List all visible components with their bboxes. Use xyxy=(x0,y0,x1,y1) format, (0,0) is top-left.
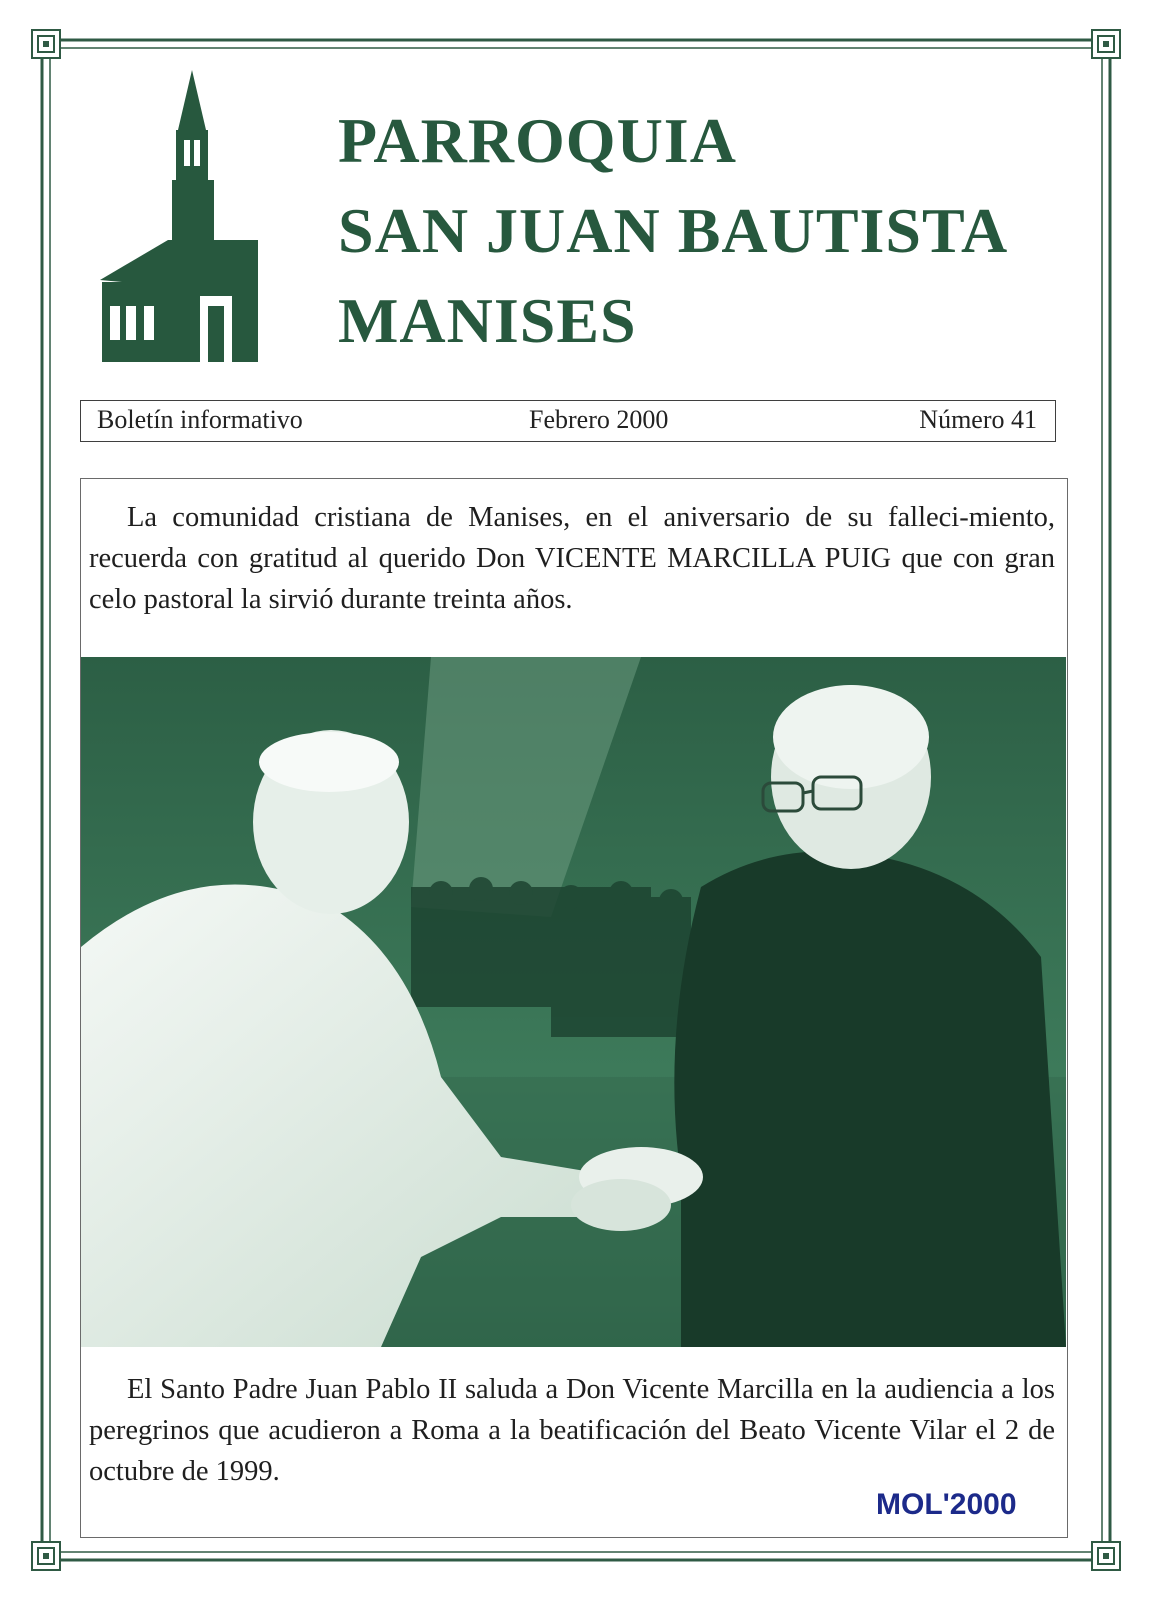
signature-mark: MOL'2000 xyxy=(876,1488,1017,1521)
issue-date: Febrero 2000 xyxy=(529,405,669,434)
church-icon xyxy=(92,70,262,370)
title-line-3: MANISES xyxy=(338,285,637,356)
photo-caption: El Santo Padre Juan Pablo II saluda a Don Vicente Marcilla en la audiencia a los peregrinos que acudieron a Roma a la beatificación del Beato Vicente Vilar el 2 de octubre de 1999. xyxy=(89,1374,1055,1487)
main-content-box xyxy=(80,478,1068,1538)
title-line-2: SAN JUAN BAUTISTA xyxy=(338,195,1009,266)
info-bar xyxy=(80,400,1056,442)
issue-number: Número 41 xyxy=(919,405,1037,434)
title-line-1: PARROQUIA xyxy=(338,105,737,176)
parish-title xyxy=(338,96,1058,366)
photo-illustration xyxy=(81,657,1066,1347)
intro-paragraph: La comunidad cristiana de Manises, en el aniversario de su falleci-miento, recuerda con gratitud al querido Don VICENTE MARCILLA PUIG que con gran celo pastoral la sirvió durante treinta años. xyxy=(89,502,1055,615)
photo-pope-greeting-priest xyxy=(81,657,1066,1347)
bulletin-label: Boletín informativo xyxy=(97,405,303,434)
